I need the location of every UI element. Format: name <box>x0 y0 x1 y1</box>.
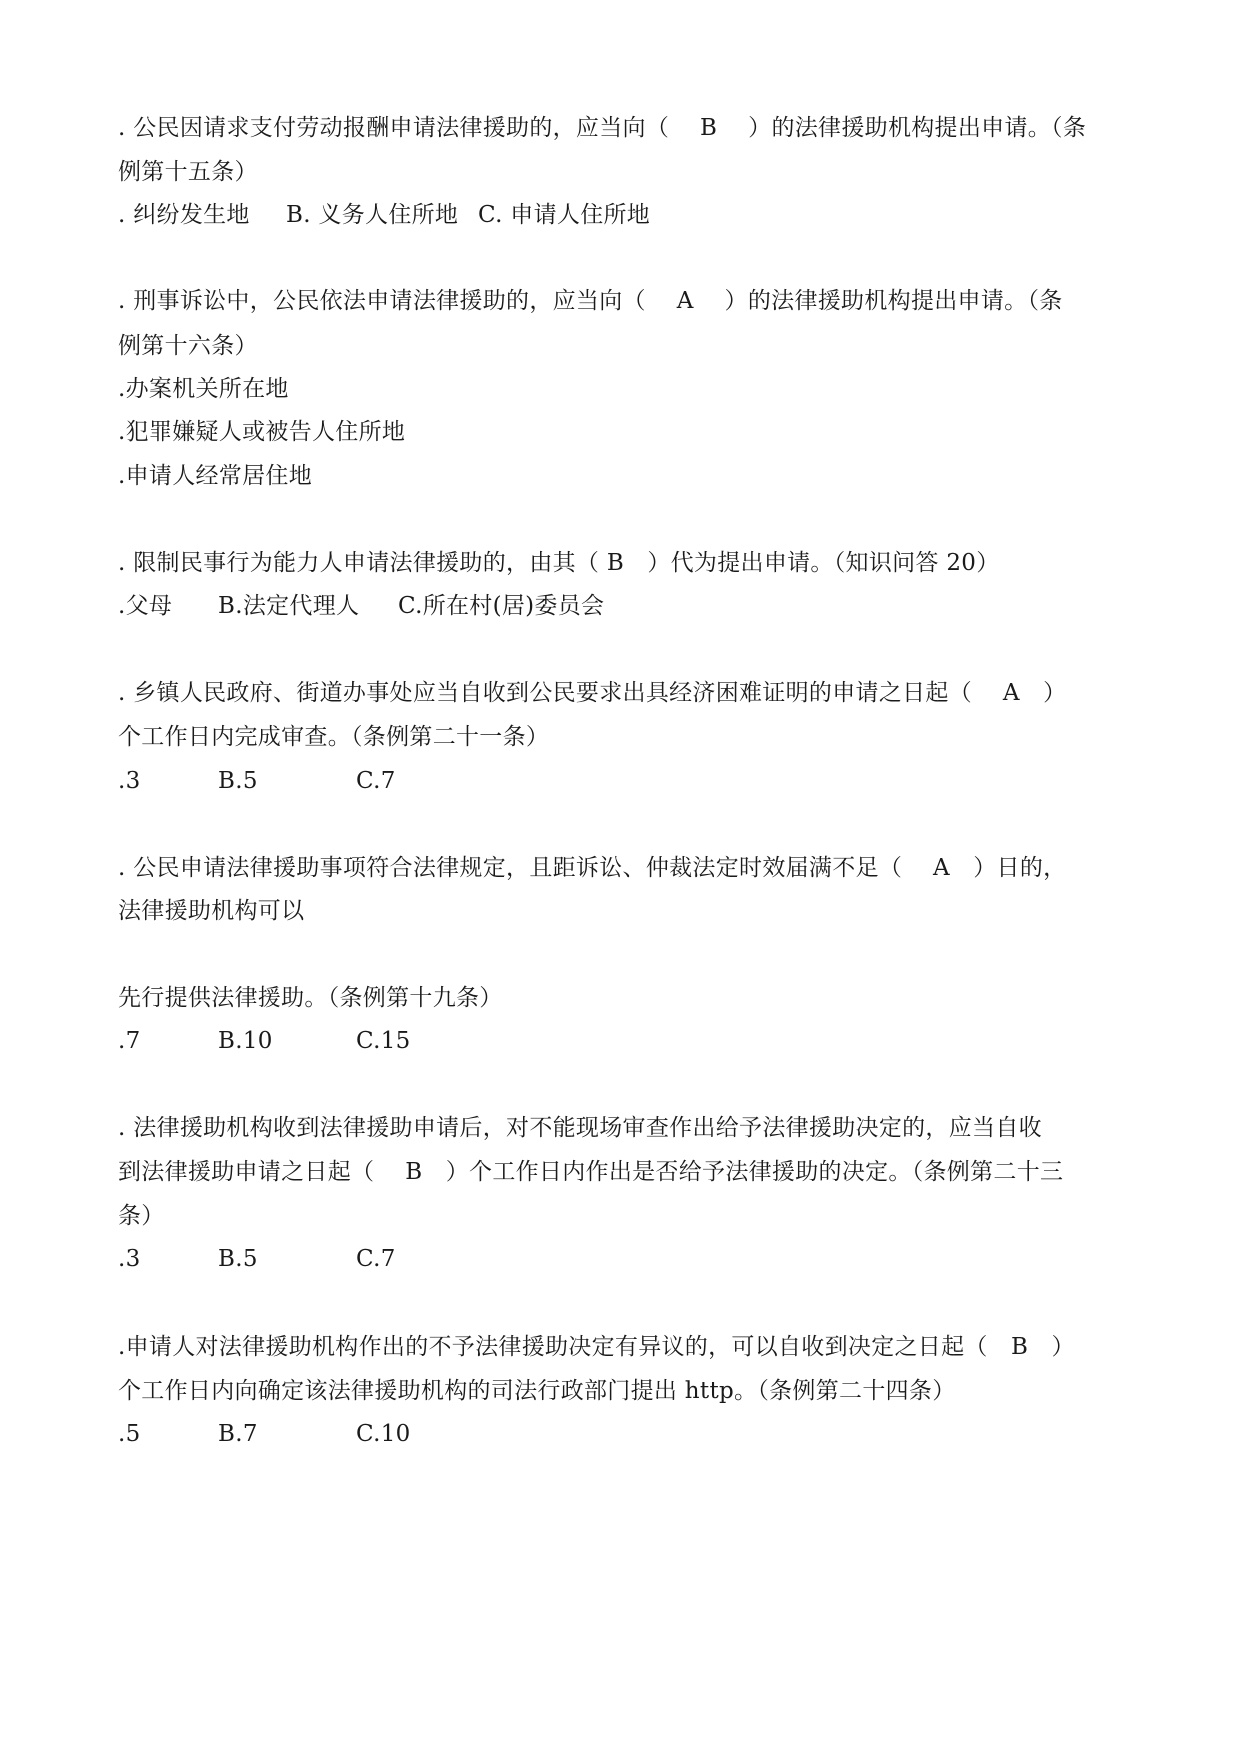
question-1-option-c: C. 申请人住所地 <box>478 202 651 228</box>
question-4-stem-line-1: . 乡镇人民政府、街道办事处应当自收到公民要求出具经济困难证明的申请之日起（ A ） <box>118 680 1067 706</box>
question-4-option-c: C.7 <box>356 768 396 794</box>
question-2-stem-line-1: . 刑事诉讼中，公民依法申请法律援助的，应当向（ A ）的法律援助机构提出申请。（条 <box>118 288 1063 314</box>
question-7-option-c: C.10 <box>356 1421 411 1447</box>
question-2-option-c: .申请人经常居住地 <box>118 463 313 489</box>
question-3-option-b: B.法定代理人 <box>218 593 360 619</box>
question-4-option-b: B.5 <box>218 768 258 794</box>
question-5-option-c: C.15 <box>356 1028 411 1054</box>
question-1-stem-line-1: . 公民因请求支付劳动报酬申请法律援助的，应当向（ B ）的法律援助机构提出申请。（条 <box>118 115 1087 141</box>
question-6-option-b: B.5 <box>218 1246 258 1272</box>
question-6-stem-line-2: 到法律援助申请之日起（ B ）个工作日内作出是否给予法律援助的决定。（条例第二十三 <box>118 1159 1064 1185</box>
question-3-stem-line-1: . 限制民事行为能力人申请法律援助的，由其（ B ）代为提出申请。（知识问答 20） <box>118 550 1000 576</box>
question-5-option-b: B.10 <box>218 1028 273 1054</box>
question-2-option-b: .犯罪嫌疑人或被告人住所地 <box>118 419 406 445</box>
question-2-stem-line-2: 例第十六条） <box>118 333 258 359</box>
question-7-stem-line-1: .申请人对法律援助机构作出的不予法律援助决定有异议的，可以自收到决定之日起（ B ） <box>118 1334 1075 1360</box>
question-4-stem-line-2: 个工作日内完成审查。（条例第二十一条） <box>118 724 550 750</box>
question-1-stem-line-2: 例第十五条） <box>118 159 258 185</box>
question-5-stem-line-2: 法律援助机构可以 <box>118 898 305 924</box>
question-6-option-a: .3 <box>118 1246 141 1272</box>
question-7-stem-line-2: 个工作日内向确定该法律援助机构的司法行政部门提出 http。（条例第二十四条） <box>118 1378 956 1404</box>
question-3-option-c: C.所在村(居)委员会 <box>398 593 605 619</box>
question-5-stem-line-1: . 公民申请法律援助事项符合法律规定，且距诉讼、仲裁法定时效届满不足（ A ）日的， <box>118 855 1067 881</box>
question-6-stem-line-3: 条） <box>118 1203 165 1229</box>
question-6-option-c: C.7 <box>356 1246 396 1272</box>
question-1-option-a: . 纠纷发生地 <box>118 202 250 228</box>
question-7-option-b: B.7 <box>218 1421 258 1447</box>
question-5-option-a: .7 <box>118 1028 141 1054</box>
question-5-stem-line-3: 先行提供法律援助。（条例第十九条） <box>118 985 503 1011</box>
question-6-stem-line-1: . 法律援助机构收到法律援助申请后，对不能现场审查作出给予法律援助决定的，应当自收 <box>118 1115 1042 1141</box>
question-4-option-a: .3 <box>118 768 141 794</box>
question-3-option-a: .父母 <box>118 593 173 619</box>
question-2-option-a: .办案机关所在地 <box>118 376 289 402</box>
question-1-option-b: B. 义务人住所地 <box>286 202 459 228</box>
question-7-option-a: .5 <box>118 1421 141 1447</box>
